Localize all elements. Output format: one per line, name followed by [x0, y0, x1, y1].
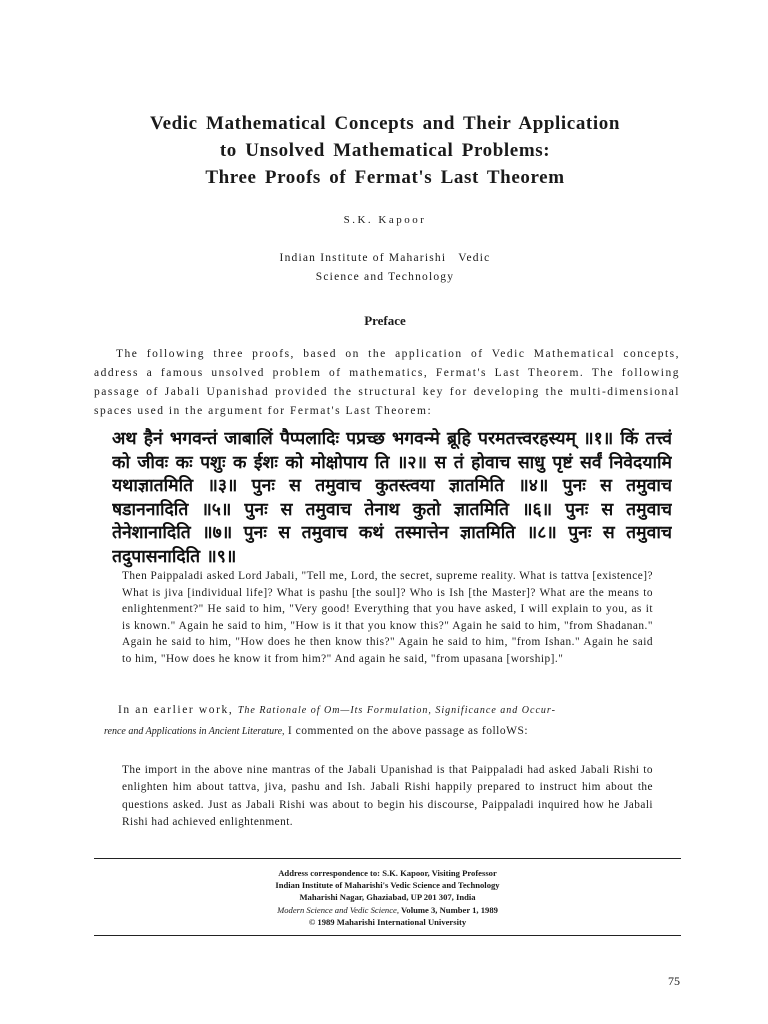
title-line-2: to Unsolved Mathematical Problems:	[219, 140, 551, 161]
footnote-line-5: © 1989 Maharishi International University	[308, 916, 467, 927]
journal-issue: Volume 3, Number 1, 1989	[399, 904, 498, 915]
earlier-suffix: I commented on the above passage as folloWS:	[284, 725, 529, 737]
sanskrit-passage: अथ हैनं भगवन्तं जाबालिं पैप्पलादिः पप्रच्छ भगवन्मे ब्रूहि परमतत्त्वरहस्यम् ॥१॥ किं तत्त्वं को जीवः कः पशुः क ईशः को मोक्षोपाय ति ॥२॥ स तं होवाच साधु पृष्टं सर्वं निवेदयामि यथाज्ञातमिति ॥३॥ पुनः स तमुवाच कुतस्त्वया ज्ञातमिति ॥४॥ पुनः स तमुवाच षडाननादिति ॥५॥ पुनः स तमुवाच तेनाथ कुतो ज्ञातमिति ॥६॥ पुनः स तमुवाच तेनेशानादिति ॥७॥ पुनः स तमुवाच कथं तस्मात्तेन ज्ञातमिति ॥८॥ पुनः स तमुवाच तदुपासनादिति ॥९॥	[112, 429, 672, 567]
page-number: 75	[668, 974, 680, 988]
footnote-rule-top	[94, 858, 681, 859]
footnote-line-1: Address correspondence to: S.K. Kapoor, Visiting Professor	[278, 868, 497, 878]
title-line-3: Three Proofs of Fermat's Last Theorem	[205, 167, 565, 188]
earlier-prefix: In an earlier work,	[118, 704, 234, 716]
intro-paragraph: The following three proofs, based on the application of Vedic Mathematical concepts, address a famous unsolved problem of mathematics, Fermat's Last Theorem. The following passage of Jabali Upanishad provided the structural key for developing the multi-dimensional spaces used in the argument for Fermat's Last Theorem:	[94, 348, 680, 417]
footnote-line-3: Maharishi Nagar, Ghaziabad, UP 201 307, India	[299, 892, 476, 903]
affiliation-line-1: Indian Institute of Maharishi Vedic	[279, 252, 491, 264]
paper-title	[90, 110, 680, 191]
footnote-rule-bottom	[94, 935, 681, 936]
earlier-work-paragraph	[104, 700, 680, 742]
section-heading-preface: Preface	[364, 313, 406, 328]
translation-block: Then Paippaladi asked Lord Jabali, "Tell me, Lord, the secret, supreme reality. What is tattva [existence]? What is jiva [individual life]? What is pashu [the soul]? Who is Ish [the Master]? What are the means to enlightenment?" He said to him, "Very good! Everything that you have asked, I will explain to you, as it is known." Again he said to him, "How is it that you know this?" Again he said to him, "from Shadanan." Again he said to him, "How does he then know this?" Again he said to him, "from Ishan." Again he said to him, "How does he know it from him?" And again he said, "from upasana [worship]."	[122, 570, 653, 665]
correspondence-footnote	[94, 867, 681, 928]
book-title-part-1: The Rationale of Om—Its Formulation, Significance and Occur-	[237, 705, 556, 716]
author-affiliation	[90, 249, 680, 287]
footnote-line-4	[94, 904, 681, 916]
footnote-line-2: Indian Institute of Maharishi's Vedic Science and Technology	[275, 880, 500, 891]
affiliation-line-2: Science and Technology	[315, 271, 455, 283]
title-line-1: Vedic Mathematical Concepts and Their Application	[150, 113, 620, 134]
journal-name: Modern Science and Vedic Science,	[277, 904, 399, 915]
author-name: S.K. Kapoor	[343, 214, 427, 226]
import-paragraph: The import in the above nine mantras of the Jabali Upanishad is that Paippaladi had asked Jabali Rishi to enlighten him about tattva, jiva, pashu and Ish. Jabali Rishi happily prepared to instruct him about the questions asked. Just as Jabali Rishi was about to begin his discourse, Paippaladi inquired how he Jabali Rishi had achieved enlightenment.	[122, 764, 653, 828]
book-title-part-2: rence and Applications in Ancient Literature,	[104, 726, 285, 737]
